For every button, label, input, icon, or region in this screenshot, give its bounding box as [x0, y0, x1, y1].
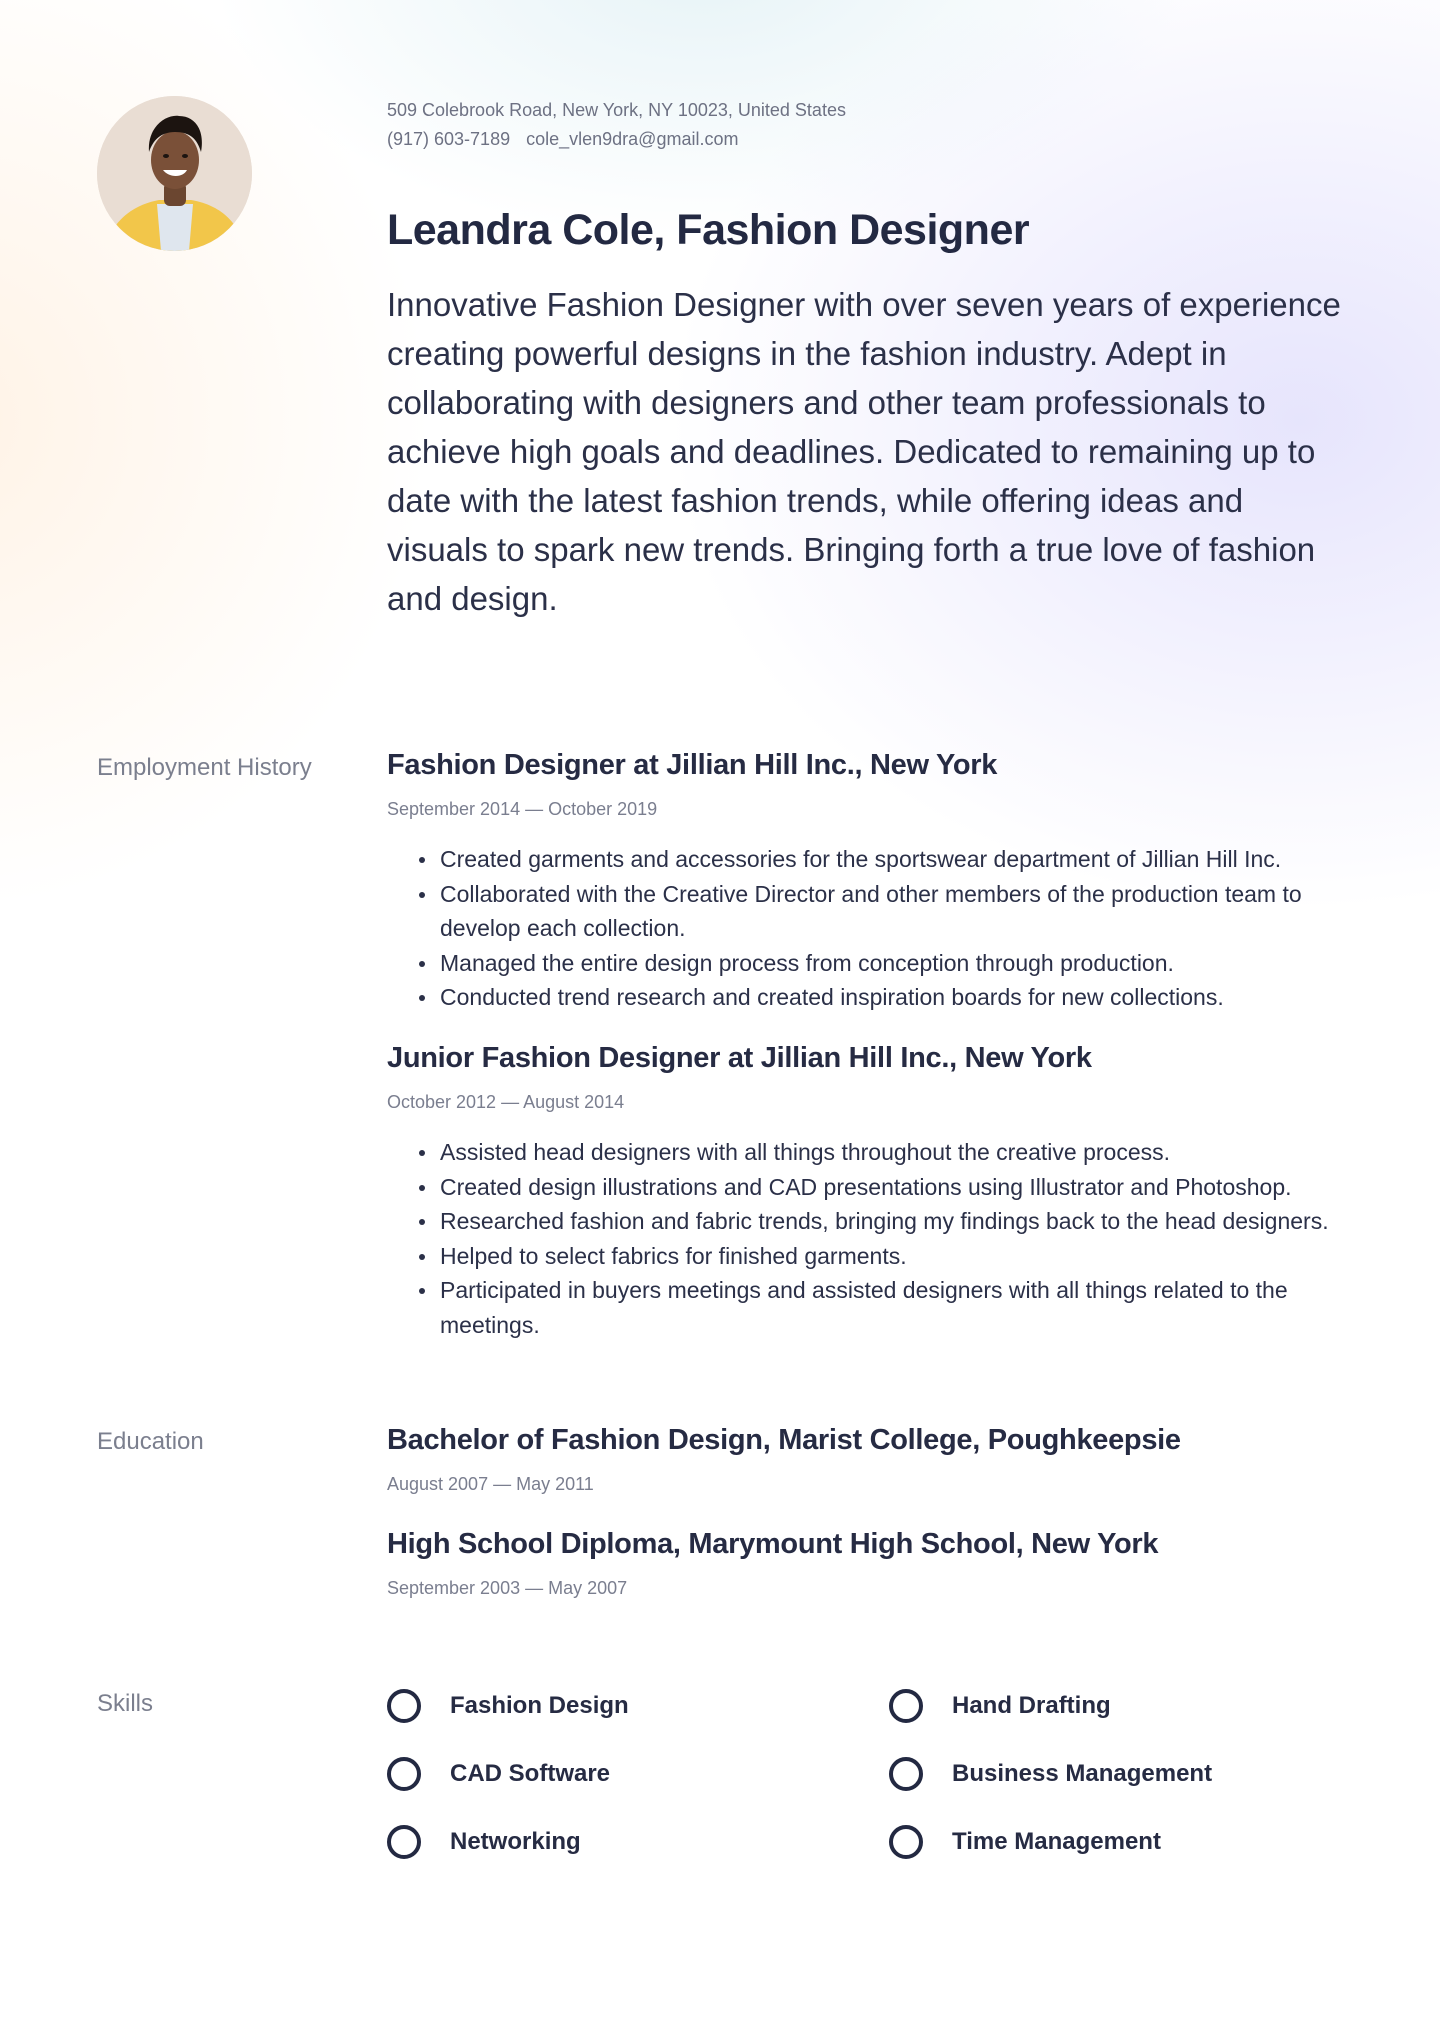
skill-item — [387, 1822, 581, 1862]
portrait-image — [97, 96, 252, 251]
degree-dates: August 2007 — May 2011 — [387, 1474, 594, 1494]
skill-label: Time Management — [952, 1828, 1161, 1855]
contact-phone: (917) 603-7189 — [387, 129, 511, 149]
skill-label: CAD Software — [450, 1760, 611, 1787]
job-title: Fashion Designer at Jillian Hill Inc., New York — [387, 749, 998, 781]
skill-label: Hand Drafting — [952, 1692, 1111, 1719]
education-entry — [387, 1528, 1357, 1599]
list-item: Participated in buyers meetings and assisted designers with all things related to the meetings. — [387, 1273, 1357, 1342]
education-entry — [387, 1424, 1357, 1495]
skill-item — [889, 1822, 1161, 1862]
skill-label: Networking — [450, 1828, 581, 1855]
list-item: Collaborated with the Creative Director and other members of the production team to develop each collection. — [387, 877, 1357, 946]
page-title: Leandra Cole, Fashion Designer — [387, 206, 1030, 254]
skill-level-circle-icon — [889, 1689, 923, 1723]
section-label-skills: Skills — [97, 1690, 154, 1717]
contact-info — [387, 96, 846, 154]
contact-row — [387, 125, 846, 154]
degree-title: High School Diploma, Marymount High School, New York — [387, 1528, 1159, 1560]
skill-level-circle-icon — [387, 1825, 421, 1859]
skill-level-circle-icon — [889, 1825, 923, 1859]
skill-label: Fashion Design — [450, 1692, 629, 1719]
list-item: Conducted trend research and created inspiration boards for new collections. — [387, 980, 1357, 1015]
job-bullets — [387, 842, 1357, 1015]
skill-item — [889, 1754, 1212, 1794]
section-label-education: Education — [97, 1428, 204, 1455]
job-bullets — [387, 1135, 1357, 1342]
profile-photo — [97, 96, 252, 251]
profile-summary: Innovative Fashion Designer with over seven years of experience creating powerful designs in the fashion industry. Adept in collaborating with designers and other team professionals to achieve high goals and deadlines. Dedicated to remaining up to date with the latest fashion trends, while offering ideas and visuals to spark new trends. Bringing forth a true love of fashion and design. — [387, 286, 1341, 617]
list-item: Assisted head designers with all things throughout the creative process. — [387, 1135, 1357, 1170]
job-entry — [387, 1042, 1357, 1342]
skill-item — [387, 1686, 629, 1726]
degree-title: Bachelor of Fashion Design, Marist College, Poughkeepsie — [387, 1424, 1181, 1456]
list-item: Managed the entire design process from conception through production. — [387, 946, 1357, 981]
contact-address: 509 Colebrook Road, New York, NY 10023, United States — [387, 100, 846, 120]
list-item: Helped to select fabrics for finished garments. — [387, 1239, 1357, 1274]
list-item: Researched fashion and fabric trends, bringing my findings back to the head designers. — [387, 1204, 1357, 1239]
skill-item — [387, 1754, 610, 1794]
contact-email[interactable]: cole_vlen9dra@gmail.com — [526, 129, 739, 149]
skill-level-circle-icon — [889, 1757, 923, 1791]
job-dates: October 2012 — August 2014 — [387, 1092, 625, 1112]
skill-level-circle-icon — [387, 1757, 421, 1791]
list-item: Created design illustrations and CAD presentations using Illustrator and Photoshop. — [387, 1170, 1357, 1205]
skill-item — [889, 1686, 1111, 1726]
degree-dates: September 2003 — May 2007 — [387, 1578, 628, 1598]
job-title: Junior Fashion Designer at Jillian Hill Inc., New York — [387, 1042, 1092, 1074]
skill-level-circle-icon — [387, 1689, 421, 1723]
list-item: Created garments and accessories for the sportswear department of Jillian Hill Inc. — [387, 842, 1357, 877]
job-entry — [387, 749, 1357, 1015]
job-dates: September 2014 — October 2019 — [387, 799, 658, 819]
skill-label: Business Management — [952, 1760, 1213, 1787]
section-label-employment: Employment History — [97, 754, 312, 781]
